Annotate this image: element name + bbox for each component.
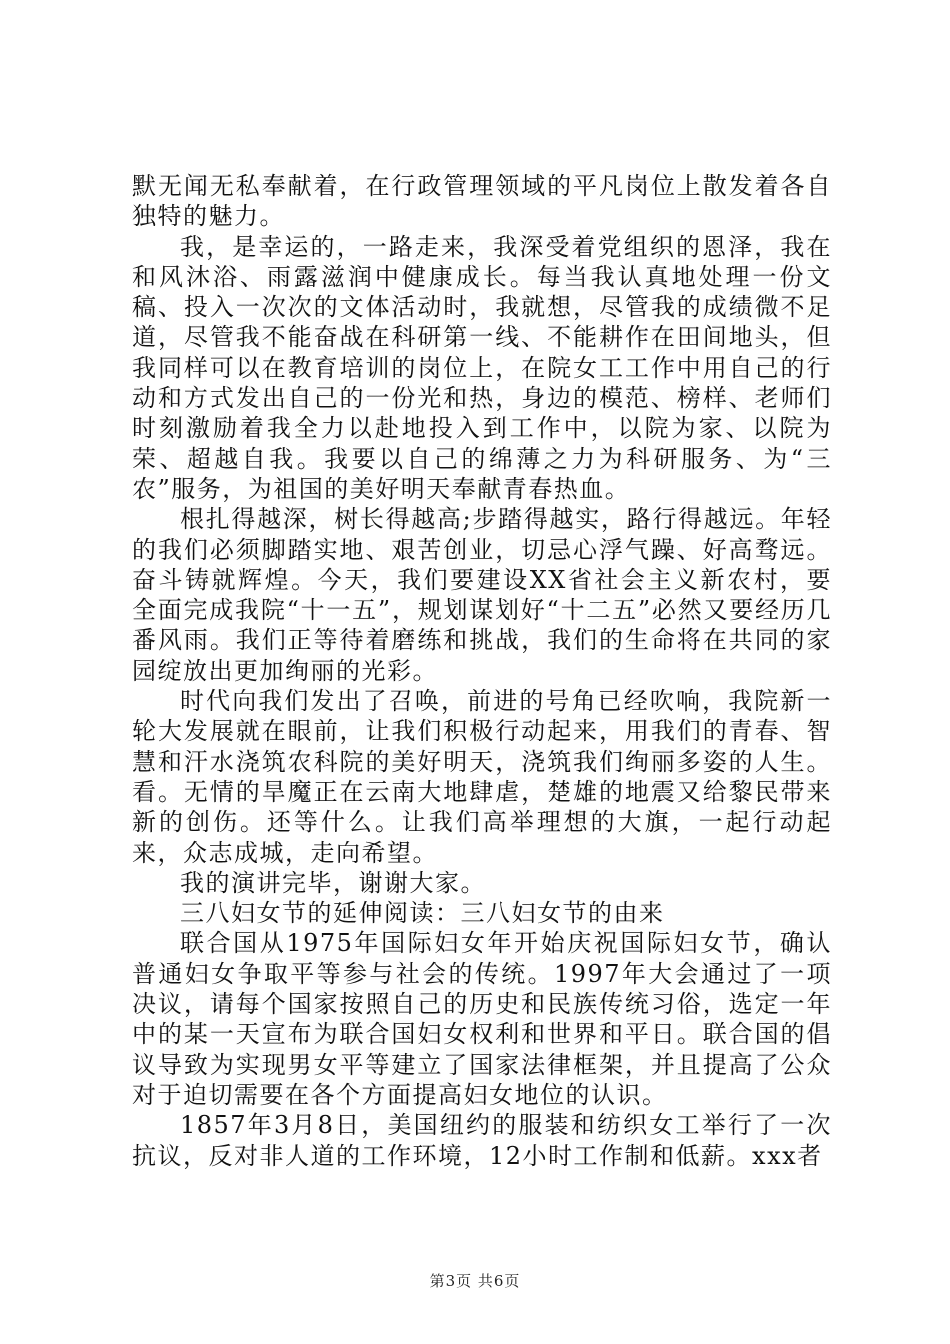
paragraph-2: 我，是幸运的，一路走来，我深受着党组织的恩泽，我在和风沐浴、雨露滋润中健康成长。每当我认真地处理一份文稿、投入一次次的文体活动时，我就想，尽管我的成绩微不足道，尽管我不能奋战在科研第一线、不能耕作在田间地头，但我同样可以在教育培训的岗位上，在院女工工作中用自己的行动和方式发出自己的一份光和热，身边的模范、榜样、老师们时刻激励着我全力以赴地投入到工作中，以院为家、以院为荣、超越自我。我要以自己的绵薄之力为科研服务、为“三农”服务，为祖国的美好明天奉献青春热血。: [132, 232, 832, 503]
page-footer: 第3页 共6页: [429, 1272, 521, 1290]
document-body: [132, 171, 832, 1171]
paragraph-5: 我的演讲完毕，谢谢大家。: [180, 868, 486, 897]
paragraph-8: 1857年3月8日，美国纽约的服装和纺织女工举行了一次抗议，反对非人道的工作环境，12小时工作制和低薪。xxx者: [132, 1111, 832, 1170]
paragraph-7: 联合国从1975年国际妇女年开始庆祝国际妇女节，确认普通妇女争取平等参与社会的传统。1997年大会通过了一项决议，请每个国家按照自己的历史和民族传统习俗，选定一年中的某一天宣布为联合国妇女权利和世界和平日。联合国的倡议导致为实现男女平等建立了国家法律框架，并且提高了公众对于迫切需要在各个方面提高妇女地位的认识。: [132, 929, 832, 1109]
paragraph-6-heading: 三八妇女节的延伸阅读：三八妇女节的由来: [180, 899, 665, 928]
paragraph-4: 时代向我们发出了召唤，前进的号角已经吹响，我院新一轮大发展就在眼前，让我们积极行动起来，用我们的青春、智慧和汗水浇筑农科院的美好明天，浇筑我们绚丽多姿的人生。看。无情的旱魔正在云南大地肆虐，楚雄的地震又给黎民带来新的创伤。还等什么。让我们高举理想的大旗，一起行动起来，众志成城，走向希望。: [132, 687, 832, 867]
paragraph-1: 默无闻无私奉献着，在行政管理领域的平凡岗位上散发着各自独特的魅力。: [132, 172, 832, 231]
paragraph-3: 根扎得越深，树长得越高;步踏得越实，路行得越远。年轻的我们必须脚踏实地、艰苦创业，切忌心浮气躁、好高骛远。奋斗铸就辉煌。今天，我们要建设XX省社会主义新农村，要全面完成我院“十一五”，规划谋划好“十二五”必然又要经历几番风雨。我们正等待着磨练和挑战，我们的生命将在共同的家园绽放出更加绚丽的光彩。: [132, 505, 832, 685]
